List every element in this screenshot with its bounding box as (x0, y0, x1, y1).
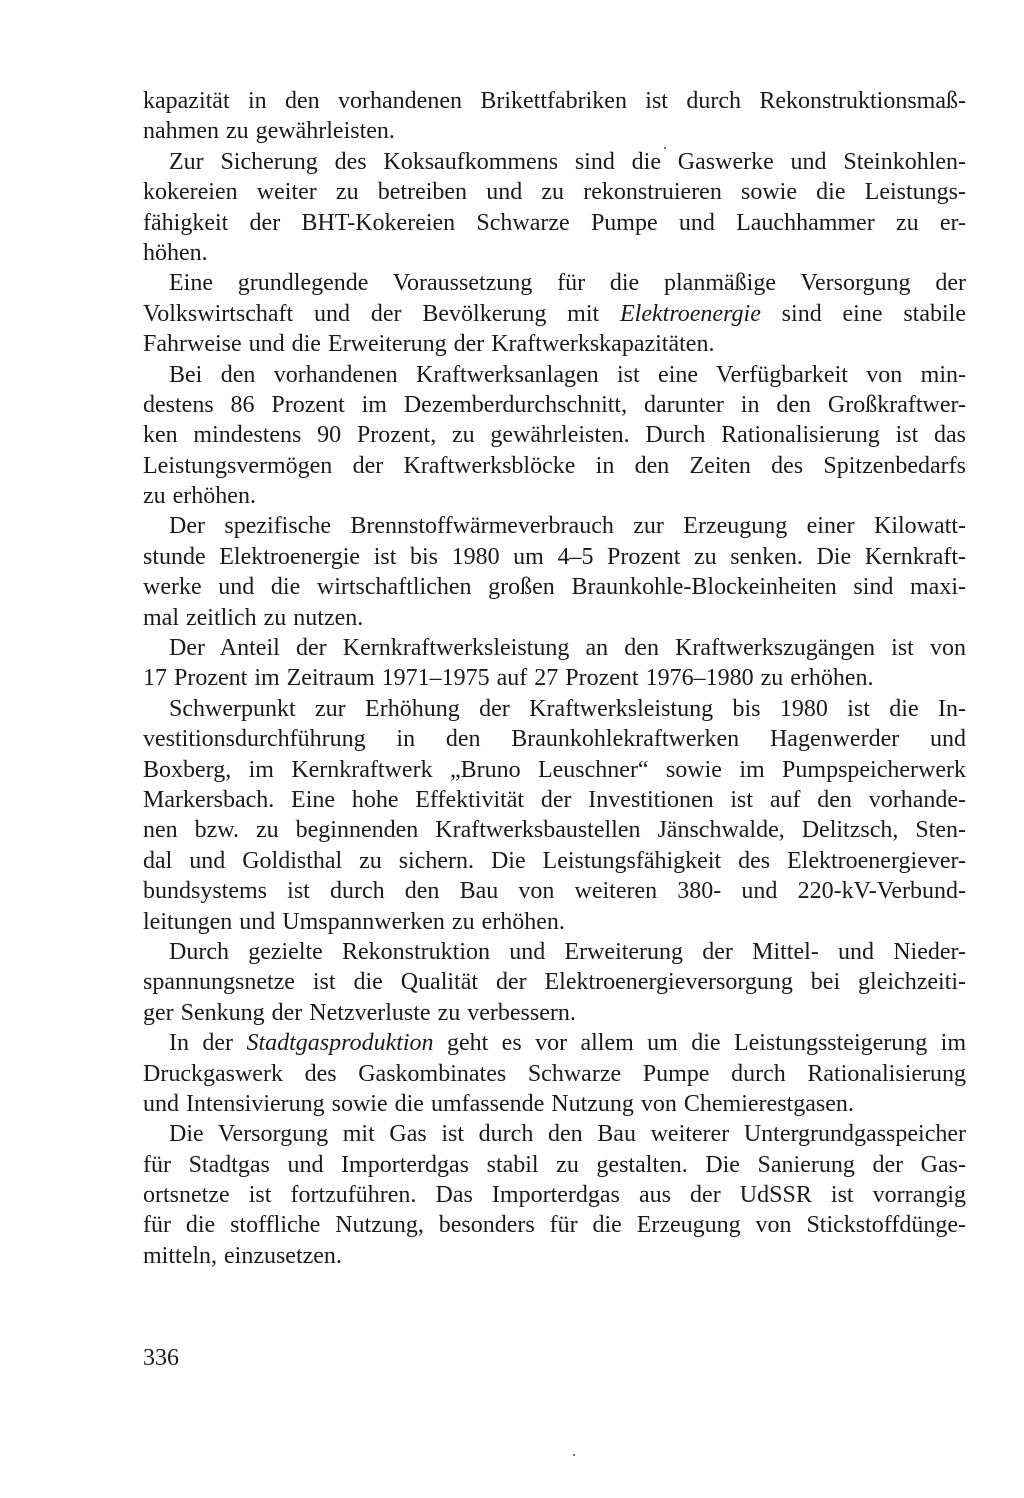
paragraph (143, 511, 966, 633)
text-line: für Stadtgas und Importerdgas stabil zu gestalten. Die Sanierung der Gas- (143, 1151, 966, 1178)
page-number: 336 (143, 1345, 179, 1371)
text-line: Der Anteil der Kernkraftwerksleistung an den Kraftwerkszugängen ist von (169, 635, 966, 662)
text-line: nen bzw. zu beginnenden Kraftwerksbaustellen Jänschwalde, Delitzsch, Sten- (143, 817, 966, 844)
emphasized-term: Stadtgasproduktion (246, 1030, 434, 1057)
text-line: werke und die wirtschaftlichen großen Braunkohle-Blockeinheiten sind maxi- (143, 574, 966, 601)
paragraph (143, 937, 966, 1028)
text-line: höhen. (143, 239, 208, 266)
text-line: dal und Goldisthal zu sichern. Die Leistungsfähigkeit des Elektroenergiever- (143, 847, 966, 874)
text-line: Eine grundlegende Voraussetzung für die planmäßige Versorgung der (169, 270, 966, 297)
text-line: Schwerpunkt zur Erhöhung der Kraftwerksleistung bis 1980 ist die In- (169, 695, 966, 722)
text-line: Die Versorgung mit Gas ist durch den Bau weiterer Untergrundgasspeicher (169, 1121, 966, 1148)
text-run: sind eine stabile (760, 300, 966, 327)
text-line: Zur Sicherung des Koksaufkommens sind die Gaswerke und Steinkohlen- (169, 148, 966, 175)
text-line: vestitionsdurchführung in den Braunkohlekraftwerken Hagenwerder und (143, 726, 966, 753)
text-line: Durch gezielte Rekonstruktion und Erweiterung der Mittel- und Nieder- (169, 938, 966, 965)
paragraph (143, 694, 966, 937)
text-line: für die stoffliche Nutzung, besonders für die Erzeugung von Stickstoffdünge- (143, 1212, 966, 1239)
paragraph (143, 147, 966, 269)
text-line: ortsnetze ist fortzuführen. Das Importerdgas aus der UdSSR ist vorrangig (143, 1182, 966, 1209)
text-line: Bei den vorhandenen Kraftwerksanlagen ist eine Verfügbarkeit von min- (169, 361, 966, 388)
text-line: bundsystems ist durch den Bau von weiteren 380- und 220-kV-Verbund- (143, 878, 966, 905)
scan-speck (664, 147, 666, 149)
text-line: ger Senkung der Netzverluste zu verbessern. (143, 999, 576, 1026)
text-line: kokereien weiter zu betreiben und zu rekonstruieren sowie die Leistungs- (143, 179, 966, 206)
emphasized-term: Elektroenergie (620, 300, 761, 327)
text-line: leitungen und Umspannwerken zu erhöhen. (143, 908, 565, 935)
text-line: Druckgaswerk des Gaskombinates Schwarze Pumpe durch Rationalisierung (143, 1060, 966, 1087)
text-line: Der spezifische Brennstoffwärmeverbrauch zur Erzeugung einer Kilowatt- (169, 513, 966, 540)
text-line: spannungsnetze ist die Qualität der Elektroenergieversorgung bei gleichzeiti- (143, 969, 966, 996)
text-line: mal zeitlich zu nutzen. (143, 604, 364, 631)
text-line: stunde Elektroenergie ist bis 1980 um 4–5 Prozent zu senken. Die Kernkraft- (143, 543, 966, 570)
text-line: kapazität in den vorhandenen Brikettfabriken ist durch Rekonstruktionsmaß- (143, 88, 966, 114)
paragraph (143, 1028, 966, 1119)
text-line (143, 1028, 966, 1058)
text-line: destens 86 Prozent im Dezemberdurchschnitt, darunter in den Großkraftwer- (143, 391, 966, 418)
text-run: geht es vor allem um die Leistungssteigerung im (433, 1030, 966, 1057)
paragraph (143, 86, 966, 147)
paragraph (143, 268, 966, 359)
text-line: Leistungsvermögen der Kraftwerksblöcke in den Zeiten des Spitzenbedarfs (143, 452, 966, 479)
text-run: In der (169, 1030, 247, 1057)
paragraph (143, 633, 966, 694)
text-line: Boxberg, im Kernkraftwerk „Bruno Leuschner“ sowie im Pumpspeicherwerk (143, 756, 966, 783)
scan-speck (573, 1454, 575, 1456)
text-line: 17 Prozent im Zeitraum 1971–1975 auf 27 Prozent 1976–1980 zu erhöhen. (143, 665, 874, 692)
text-run: Volkswirtschaft und der Bevölkerung mit (143, 300, 621, 327)
text-line: Markersbach. Eine hohe Effektivität der Investitionen ist auf den vorhande- (143, 786, 966, 813)
text-line: mitteln, einzusetzen. (143, 1242, 342, 1269)
page-body (143, 86, 966, 1271)
text-line: ken mindestens 90 Prozent, zu gewährleisten. Durch Rationalisierung ist das (143, 422, 966, 449)
text-line: und Intensivierung sowie die umfassende Nutzung von Chemierestgasen. (143, 1090, 854, 1117)
text-line: zu erhöhen. (143, 483, 256, 510)
text-line: fähigkeit der BHT-Kokereien Schwarze Pumpe und Lauchhammer zu er- (143, 209, 966, 236)
text-line (143, 299, 966, 329)
paragraph (143, 1119, 966, 1271)
text-line: Fahrweise und die Erweiterung der Kraftwerkskapazitäten. (143, 331, 715, 358)
paragraph (143, 360, 966, 512)
text-line: nahmen zu gewährleisten. (143, 118, 395, 145)
